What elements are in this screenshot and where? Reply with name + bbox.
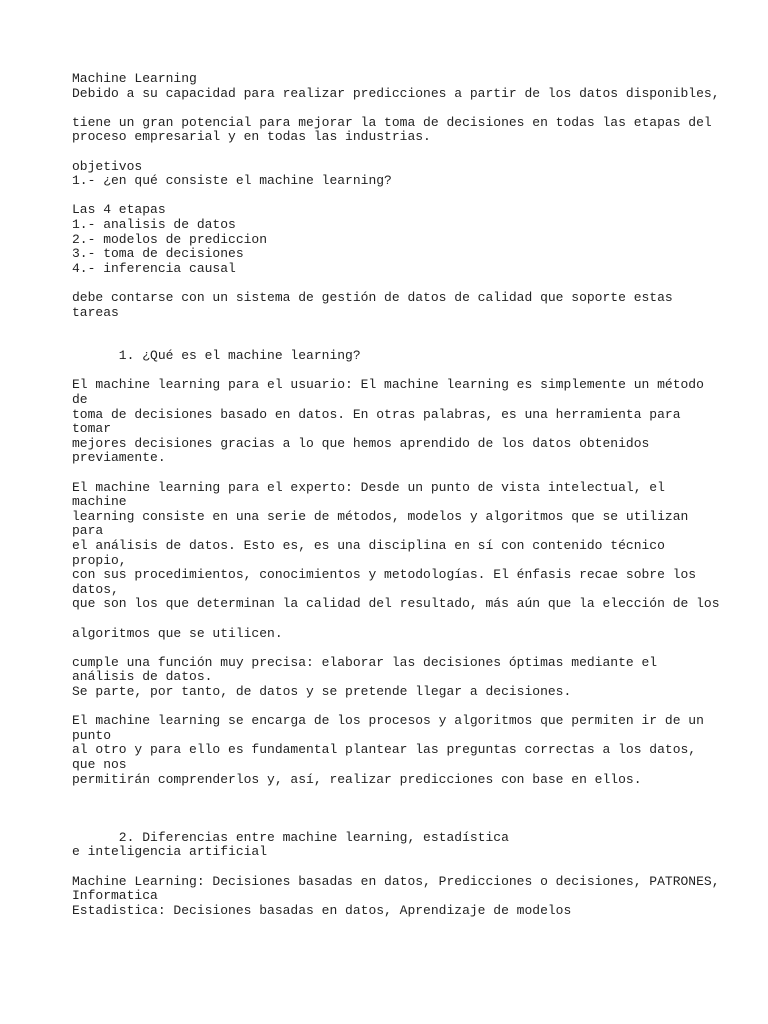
procesos-line: al otro y para ello es fundamental plantear las preguntas correctas a los datos, xyxy=(72,742,697,758)
blank-line xyxy=(72,276,712,291)
blank-line xyxy=(72,466,712,481)
algoritmos-line: algoritmos que se utilicen. xyxy=(72,625,283,641)
section-1-heading: 1. ¿Qué es el machine learning? xyxy=(72,348,361,364)
blank-line xyxy=(72,145,712,160)
experto-line: el análisis de datos. Esto es, es una disciplina en sí con contenido técnico xyxy=(72,538,665,553)
blank-line xyxy=(72,364,712,379)
etapas-item: 1.- analisis de datos xyxy=(72,216,236,232)
intro-line: Debido a su capacidad para realizar predicciones a partir de los datos disponibles, xyxy=(72,85,720,101)
experto-line: para xyxy=(72,523,104,539)
usuario-line: de xyxy=(72,392,88,408)
intro-line: tiene un gran potencial para mejorar la toma de decisiones en todas las etapas del xyxy=(72,114,712,130)
procesos-line: El machine learning se encarga de los procesos y algoritmos que permiten ir de un xyxy=(72,713,704,729)
section-2-heading: 2. Diferencias entre machine learning, estadística xyxy=(72,829,509,845)
blank-line xyxy=(72,189,712,204)
usuario-line: toma de decisiones basado en datos. En otras palabras, es una herramienta para xyxy=(72,406,681,422)
etapas-item: 3.- toma de decisiones xyxy=(72,246,244,262)
document-title: Machine Learning xyxy=(72,71,197,86)
funcion-line: cumple una función muy precisa: elaborar las decisiones óptimas mediante el xyxy=(72,654,658,670)
blank-line xyxy=(72,320,712,335)
procesos-line: permitirán comprenderlos y, así, realizar predicciones con base en ellos. xyxy=(72,771,642,787)
diferencias-line: Informatica xyxy=(72,888,158,904)
document-page xyxy=(72,71,720,918)
diferencias-line: Machine Learning: Decisiones basadas en datos, Predicciones o decisiones, PATRONES, xyxy=(72,873,720,889)
usuario-line: mejores decisiones gracias a lo que hemos aprendido de los datos obtenidos xyxy=(72,435,650,451)
usuario-line: tomar xyxy=(72,421,112,437)
experto-line: que son los que determinan la calidad del resultado, más aún que la elección de los xyxy=(72,596,720,612)
experto-line: datos, xyxy=(72,581,119,597)
etapas-item: 4.- inferencia causal xyxy=(72,260,236,276)
intro-line: proceso empresarial y en todas las industrias. xyxy=(72,129,431,145)
experto-line: El machine learning para el experto: Desde un punto de vista intelectual, el xyxy=(72,479,665,495)
sistema-line: tareas xyxy=(72,304,119,320)
experto-line: propio, xyxy=(72,552,127,568)
blank-line xyxy=(72,700,712,715)
procesos-line: que nos xyxy=(72,756,127,772)
objetivos-heading: objetivos xyxy=(72,158,143,174)
blank-line xyxy=(72,802,712,817)
experto-line: learning consiste en una serie de métodos, modelos y algoritmos que se utilizan xyxy=(72,508,689,524)
etapas-heading: Las 4 etapas xyxy=(72,202,166,218)
blank-line xyxy=(72,335,712,350)
funcion-line: análisis de datos. xyxy=(72,669,213,685)
blank-line xyxy=(72,101,712,116)
experto-line: con sus procedimientos, conocimientos y metodologías. El énfasis recae sobre los xyxy=(72,567,697,583)
blank-line xyxy=(72,816,712,831)
blank-line xyxy=(72,612,712,627)
blank-line xyxy=(72,787,712,802)
section-2-heading: e inteligencia artificial xyxy=(72,844,268,860)
usuario-line: previamente. xyxy=(72,450,166,466)
usuario-line: El machine learning para el usuario: El machine learning es simplemente un método xyxy=(72,377,704,393)
experto-line: machine xyxy=(72,494,127,510)
blank-line xyxy=(72,641,712,656)
funcion-line: Se parte, por tanto, de datos y se pretende llegar a decisiones. xyxy=(72,683,572,699)
diferencias-line: Estadistica: Decisiones basadas en datos, Aprendizaje de modelos xyxy=(72,902,572,918)
blank-line xyxy=(72,860,712,875)
sistema-line: debe contarse con un sistema de gestión de datos de calidad que soporte estas xyxy=(72,289,673,305)
procesos-line: punto xyxy=(72,727,112,743)
objetivos-item: 1.- ¿en qué consiste el machine learning? xyxy=(72,173,392,189)
etapas-item: 2.- modelos de prediccion xyxy=(72,231,268,247)
